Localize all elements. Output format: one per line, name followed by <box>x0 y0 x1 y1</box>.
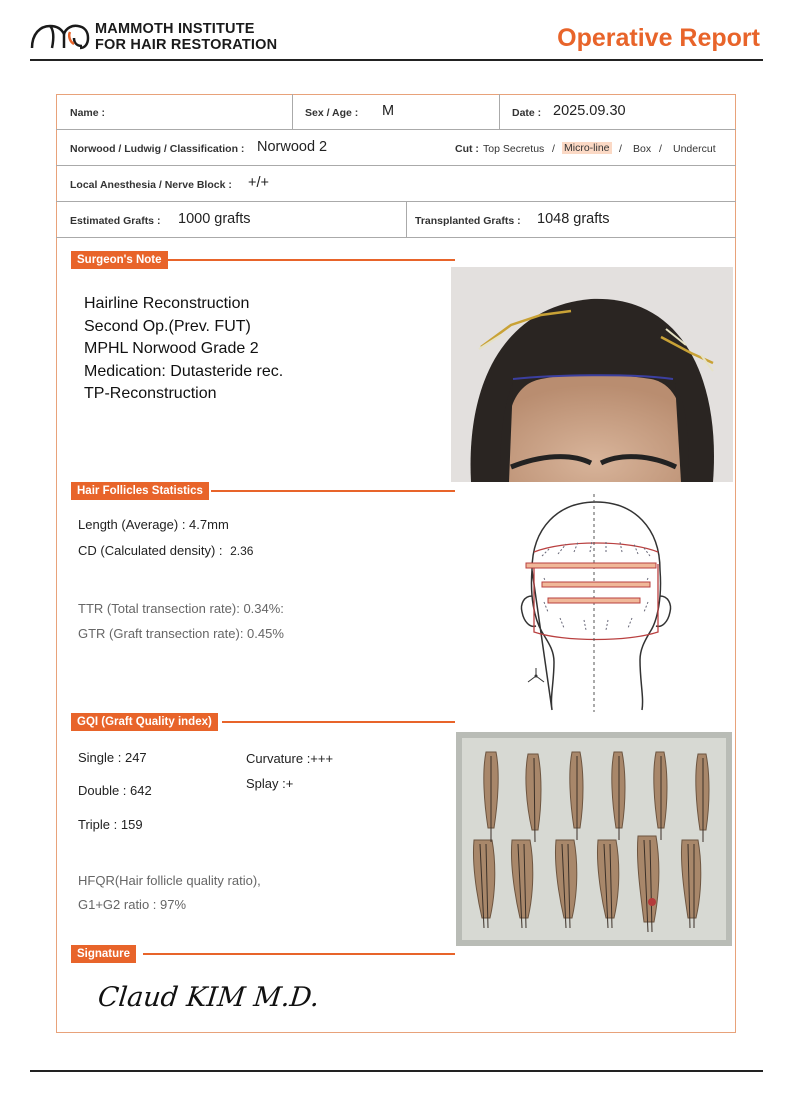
estimated-grafts-label: Estimated Grafts : <box>70 215 161 227</box>
cut-separator: / <box>552 143 555 155</box>
gqi-splay: Splay :+ <box>246 776 294 791</box>
divider <box>499 94 500 129</box>
gtr: GTR (Graft transection rate): 0.45% <box>78 626 284 641</box>
note-line: Second Op.(Prev. FUT) <box>84 317 251 335</box>
cut-separator: / <box>659 143 662 155</box>
classification-value: Norwood 2 <box>257 139 328 155</box>
gqi-single: Single : 247 <box>78 750 147 765</box>
row-classification-cut <box>56 130 736 166</box>
divider <box>292 94 293 129</box>
ttr: TTR (Total transection rate): 0.34%: <box>78 601 284 616</box>
cut-option-top-secretus: Top Secretus <box>483 143 545 155</box>
cut-option-box: Box <box>633 143 652 155</box>
institute-line-2: FOR HAIR RESTORATION <box>95 37 278 53</box>
note-line: MPHL Norwood Grade 2 <box>84 340 259 357</box>
date-label: Date : <box>512 107 542 119</box>
surgeons-note-tag: Surgeon's Note <box>71 251 168 269</box>
gqi-triple: Triple : 159 <box>78 817 143 832</box>
anesthesia-value: +/+ <box>248 175 269 191</box>
hfqr-line-2: G1+G2 ratio : 97% <box>78 897 187 912</box>
institute-name <box>95 21 277 53</box>
header-divider <box>30 59 763 61</box>
note-line: Hairline Reconstruction <box>84 295 250 312</box>
hairline-photo <box>451 267 733 482</box>
gqi-curvature: Curvature :+++ <box>246 751 334 766</box>
section-rule <box>211 490 455 492</box>
gqi-double: Double : 642 <box>78 783 152 798</box>
statistics-tag: Hair Follicles Statistics <box>71 482 209 500</box>
section-rule <box>143 953 455 955</box>
signature: Claud KIM M.D. <box>96 982 321 1013</box>
cut-option-undercut: Undercut <box>673 143 716 155</box>
divider <box>406 202 407 237</box>
sex-age-value: M <box>382 103 395 119</box>
cut-separator: / <box>619 143 622 155</box>
cd-value: 2.36 <box>230 544 254 558</box>
cut-label: Cut : <box>455 143 479 155</box>
graft-photo <box>456 732 732 946</box>
anesthesia-label: Local Anesthesia / Nerve Block : <box>70 179 232 191</box>
institute-line-1: MAMMOTH INSTITUTE <box>95 21 255 37</box>
classification-label: Norwood / Ludwig / Classification : <box>70 143 245 155</box>
row-anesthesia <box>56 166 736 202</box>
cut-option-micro-line: Micro-line <box>564 142 610 154</box>
note-line: TP-Reconstruction <box>84 385 217 402</box>
date-value: 2025.09.30 <box>553 103 626 119</box>
donor-area-head-diagram <box>514 492 678 712</box>
section-rule <box>165 259 455 261</box>
sex-age-label: Sex / Age : <box>305 107 359 119</box>
estimated-grafts-value: 1000 grafts <box>178 211 251 227</box>
length-average: Length (Average) : 4.7mm <box>78 517 229 532</box>
page-title: Operative Report <box>557 24 760 52</box>
transplanted-grafts-value: 1048 grafts <box>537 211 610 227</box>
cd-label: CD (Calculated density) : <box>78 543 223 558</box>
section-rule <box>222 721 455 723</box>
surgeons-note-text <box>84 293 283 406</box>
calculated-density <box>78 543 253 558</box>
signature-tag: Signature <box>71 945 136 963</box>
gqi-tag: GQI (Graft Quality index) <box>71 713 218 731</box>
row-name-sex-date <box>56 94 736 130</box>
footer-divider <box>30 1070 763 1072</box>
row-grafts <box>56 202 736 238</box>
name-label: Name : <box>70 107 106 119</box>
note-line: Medication: Dutasteride rec. <box>84 362 284 380</box>
hfqr-line-1: HFQR(Hair follicle quality ratio), <box>78 873 261 888</box>
transplanted-grafts-label: Transplanted Grafts : <box>415 215 521 227</box>
mammoth-logo-icon <box>30 20 92 55</box>
